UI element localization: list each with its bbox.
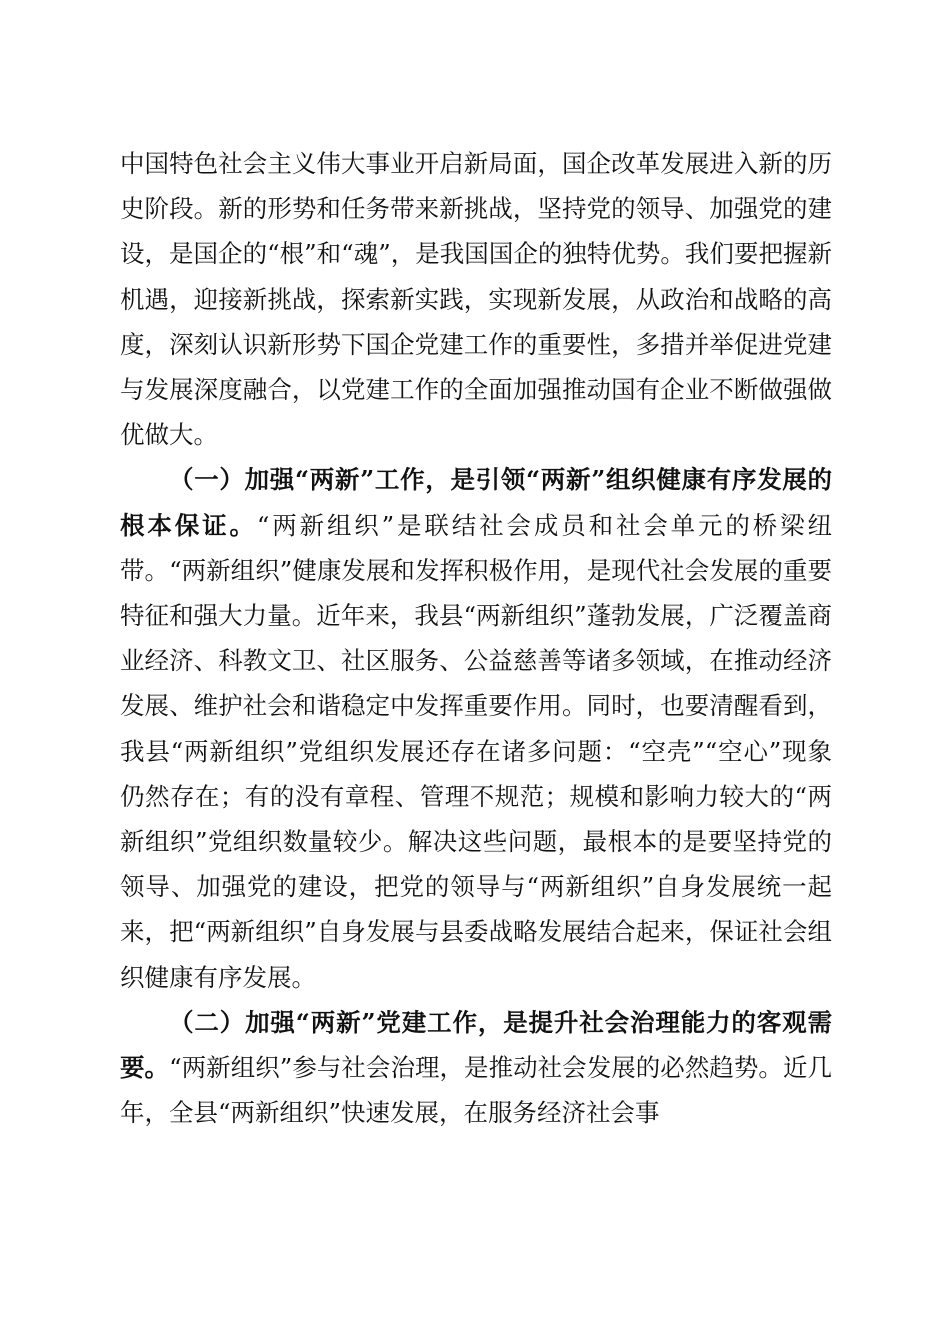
- paragraph-section-2: [120, 1000, 832, 1136]
- paragraph-text: “两新组织”是联结社会成员和社会单元的桥梁纽带。“两新组织”健康发展和发挥积极作用，是现代社会发展的重要特征和强大力量。近年来，我县“两新组织”蓬勃发展，广泛覆盖商业经济、科教文卫、社区服务、公益慈善等诸多领域，在推动经济发展、维护社会和谐稳定中发挥重要作用。同时，也要清醒看到，我县“两新组织”党组织发展还存在诸多问题：“空壳”“空心”现象仍然存在；有的没有章程、管理不规范；规模和影响力较大的“两新组织”党组织数量较少。解决这些问题，最根本的是要坚持党的领导、加强党的建设，把党的领导与“两新组织”自身发展统一起来，把“两新组织”自身发展与县委战略发展结合起来，保证社会组织健康有序发展。: [120, 510, 832, 992]
- paragraph-lead: （二）加强“两新”党建工作，是提升社会治理能力的客观需要。: [120, 1007, 832, 1083]
- paragraph-section-1: [120, 457, 832, 999]
- paragraph-text: 中国特色社会主义伟大事业开启新局面，国企改革发展进入新的历史阶段。新的形势和任务带来新挑战，坚持党的领导、加强党的建设，是国企的“根”和“魂”，是我国国企的独特优势。我们要把握新机遇，迎接新挑战，探索新实践，实现新发展，从政治和战略的高度，深刻认识新形势下国企党建工作的重要性，多措并举促进党建与发展深度融合，以党建工作的全面加强推动国有企业不断做强做优做大。: [120, 149, 832, 450]
- paragraph-intro: [120, 141, 832, 457]
- paragraph-text: “两新组织”参与社会治理，是推动社会发展的必然趋势。近几年，全县“两新组织”快速发展，在服务经济社会事: [120, 1053, 832, 1128]
- paragraph-lead: （一）加强“两新”工作，是引领“两新”组织健康有序发展的根本保证。: [120, 465, 832, 540]
- document-page: [120, 141, 832, 1135]
